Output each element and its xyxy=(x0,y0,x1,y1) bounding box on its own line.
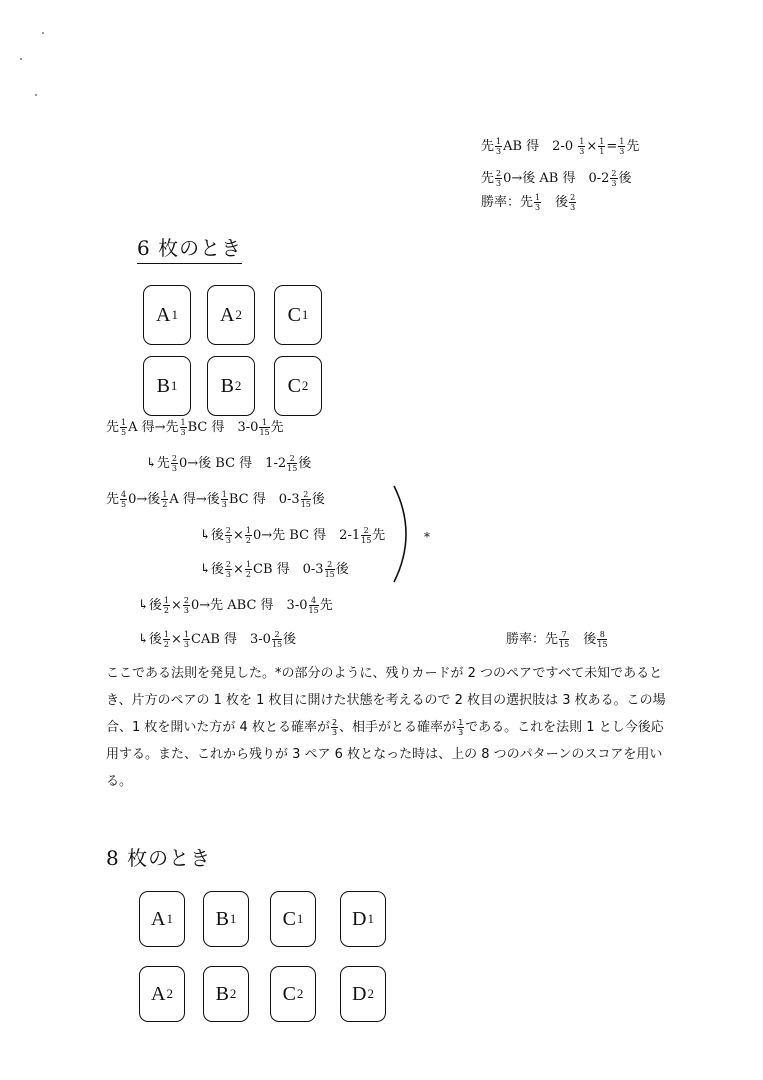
card-c2: C 2 xyxy=(270,966,316,1022)
card-c1: C 1 xyxy=(270,891,316,947)
para-line-3: 合、1 枚を開いた方が 4 枚とる確率が $\frac{2}{3}$ 、相手がとる確率が $\frac{1}{3}$ である。これを法則 1 とし今後応 xyxy=(106,718,664,737)
tree-line-3: 先 $\frac{4}{5}$ 0→後 $\frac{1}{2}$ A 得→後 $\frac{1}{3}$ BC 得 0-3 $\frac{2}{15}$ 後 xyxy=(106,490,325,509)
para-line-1: ここである法則を発見した。*の部分のように、残りカードが 2 つのペアですべて未知であると xyxy=(106,666,663,681)
card-a2: A 2 xyxy=(139,966,185,1022)
win-rate-6: 勝率：先 $\frac{7}{15}$ 後 $\frac{8}{15}$ xyxy=(506,630,608,649)
card-b1: B 1 xyxy=(143,356,191,416)
tree-line-1: 先 $\frac{1}{5}$ A 得→先 $\frac{1}{3}$ BC 得 3-0 $\frac{1}{15}$ 先 xyxy=(106,418,284,437)
explanation-paragraph xyxy=(106,660,666,795)
card-b1: B 1 xyxy=(203,891,249,947)
para-line-4: 用する。また、これから残りが 3 ペア 6 枚となった時は、上の 8 つのパターンのスコアを用い xyxy=(106,747,663,762)
summary-line-1: 先 $\frac{1}{3}$ AB 得 2-0 $\frac{1}{3}$ × $\frac{1}{1}$ = $\frac{1}{3}$ 先 xyxy=(481,137,640,156)
tree-line-2: ↳先 $\frac{2}{3}$ 0→後 BC 得 1-2 $\frac{2}{15}$ 後 xyxy=(146,454,312,473)
card-b2: B 2 xyxy=(207,356,255,416)
card-d2: D 2 xyxy=(340,966,386,1022)
summary-win-rate: 勝率：先 $\frac{1}{3}$ 後 $\frac{2}{3}$ xyxy=(481,193,576,212)
tree-line-4: ↳後 $\frac{2}{3}$ × $\frac{1}{2}$ 0→先 BC 得 2-1 $\frac{2}{15}$ 先 xyxy=(200,526,386,545)
tree-line-6: ↳後 $\frac{1}{2}$ × $\frac{2}{3}$ 0→先 ABC 得 3-0 $\frac{4}{15}$ 先 xyxy=(138,596,333,615)
card-a2: A 2 xyxy=(207,285,255,345)
scan-speck xyxy=(42,32,44,34)
bracket-paren xyxy=(388,484,418,584)
para-line-5: る。 xyxy=(106,774,133,789)
card-b2: B 2 xyxy=(203,966,249,1022)
star-mark: * xyxy=(424,530,430,544)
para-line-2: き、片方のペアの 1 枚を 1 枚目に開けた状態を考えるので 2 枚目の選択肢は 3 枚ある。この場 xyxy=(106,693,666,708)
card-c2: C 2 xyxy=(274,356,322,416)
card-a1: A 1 xyxy=(143,285,191,345)
tree-line-5: ↳後 $\frac{2}{3}$ × $\frac{1}{2}$ CB 得 0-3 $\frac{2}{15}$ 後 xyxy=(200,560,349,579)
card-c1: C 1 xyxy=(274,285,322,345)
card-a1: A 1 xyxy=(139,891,185,947)
card-d1: D 1 xyxy=(340,891,386,947)
scan-speck xyxy=(35,94,37,96)
scan-speck xyxy=(20,58,22,60)
summary-line-2: 先 $\frac{2}{3}$ 0→後 AB 得 0-2 $\frac{2}{3}$ 後 xyxy=(481,169,632,188)
section-6-title: 6 枚のとき xyxy=(137,232,242,264)
tree-line-7: ↳後 $\frac{1}{2}$ × $\frac{1}{3}$ CAB 得 3-0 $\frac{2}{15}$ 後 xyxy=(138,630,297,649)
section-8-title: 8 枚のとき xyxy=(106,846,212,870)
